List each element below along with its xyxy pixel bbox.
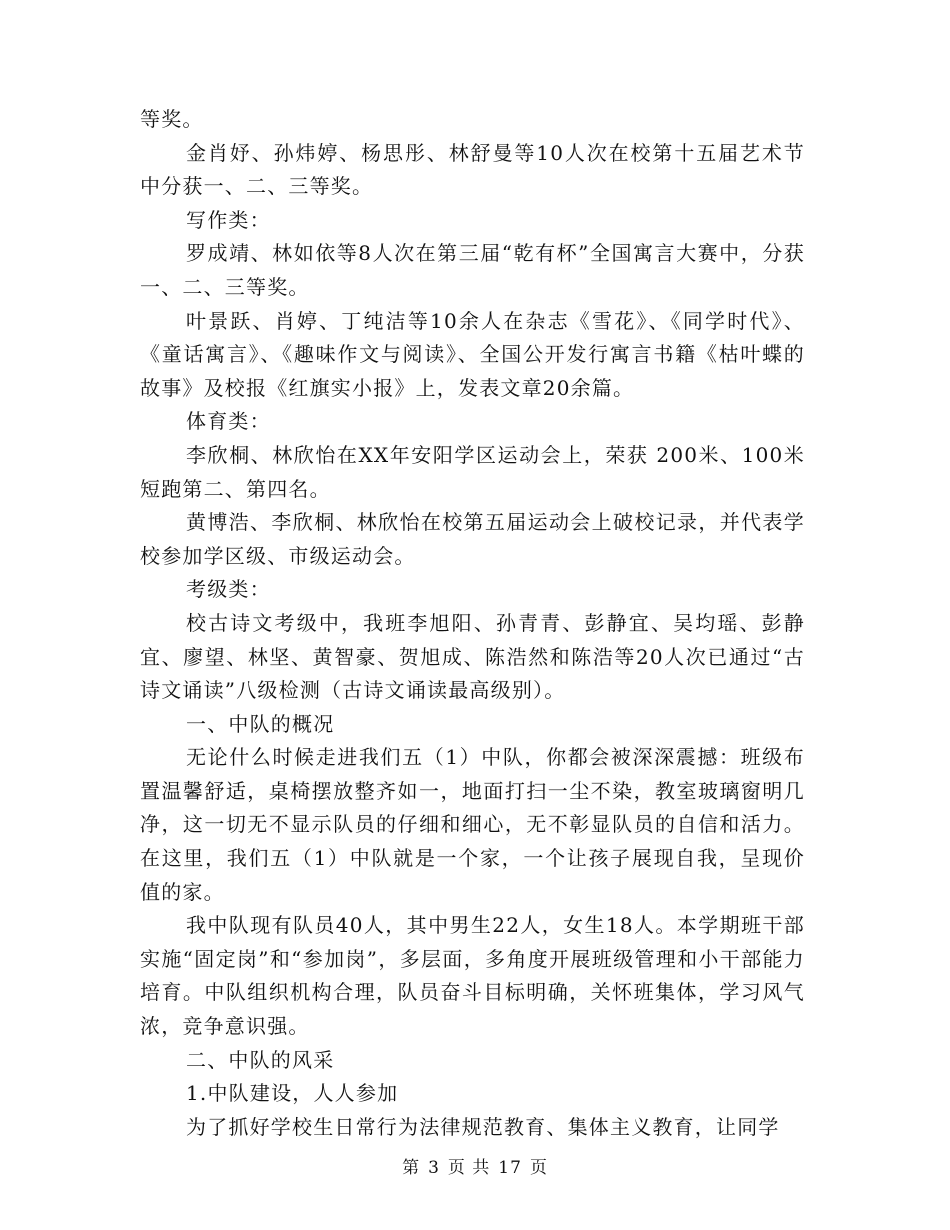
footer-prefix: 第	[402, 1158, 421, 1178]
paragraph-12: 我中队现有队员40人，其中男生22人，女生18人。本学期班干部实施“固定岗”和“参加岗”，多层面，多角度开展班级管理和小干部能力培育。中队组织机构合理，队员奋斗目标明确，关怀班集体，学习风气浓，竞争意识强。	[140, 913, 805, 1039]
paragraph-15: 为了抓好学校生日常行为法律规范教育、集体主义教育，让同学	[186, 1114, 780, 1139]
paragraph-4: 叶景跃、肖婷、丁纯洁等10余人在杂志《雪花》、《同学时代》、《童话寓言》、《趣味作文与阅读》、全国公开发行寓言书籍《枯叶蝶的故事》及校报《红旗实小报》上，发表文章20余篇。	[140, 308, 805, 400]
section-heading-grading: 考级类：	[186, 577, 271, 602]
footer-suffix: 页	[529, 1158, 548, 1178]
page-footer	[0, 1153, 950, 1178]
footer-current-page: 3	[428, 1158, 440, 1178]
paragraph-7: 黄博浩、李欣桐、林欣怡在校第五届运动会上破校记录，并代表学校参加学区级、市级运动会。	[140, 510, 805, 568]
section-heading-overview: 一、中队的概况	[186, 711, 335, 736]
paragraph-6: 李欣桐、林欣怡在XX年安阳学区运动会上，荣获 200米、100米短跑第二、第四名。	[140, 442, 805, 501]
paragraph-0: 等奖。	[140, 107, 204, 131]
paragraph-1: 金肖妤、孙炜婷、杨思彤、林舒曼等10人次在校第十五届艺术节中分获一、二、三等奖。	[140, 140, 805, 199]
section-heading-sports: 体育类：	[186, 409, 271, 434]
section-heading-style: 二、中队的风采	[186, 1047, 335, 1072]
paragraph-3: 罗成靖、林如依等8人次在第三届“乾有杯”全国寓言大赛中，分获一、二、三等奖。	[140, 241, 805, 299]
document-body	[140, 103, 805, 1144]
section-heading-writing: 写作类：	[186, 207, 271, 232]
footer-middle: 页 共	[447, 1158, 491, 1178]
paragraph-9: 校古诗文考级中，我班李旭阳、孙青青、彭静宜、吴均瑶、彭静宜、廖望、林坚、黄智豪、贺旭成、陈浩然和陈浩等20人次已通过“古诗文诵读”八级检测（古诗文诵读最高级别）。	[140, 610, 805, 703]
subsection-heading-1: 1.中队建设，人人参加	[186, 1081, 399, 1106]
footer-total-pages: 17	[498, 1158, 522, 1178]
paragraph-11: 无论什么时候走进我们五（1）中队，你都会被深深震撼：班级布置温馨舒适，桌椅摆放整齐如一，地面打扫一尘不染，教室玻璃窗明几净，这一切无不显示队员的仔细和细心，无不彰显队员的自信和活力。在这里，我们五（1）中队就是一个家，一个让孩子展现自我，呈现价值的家。	[140, 745, 805, 904]
